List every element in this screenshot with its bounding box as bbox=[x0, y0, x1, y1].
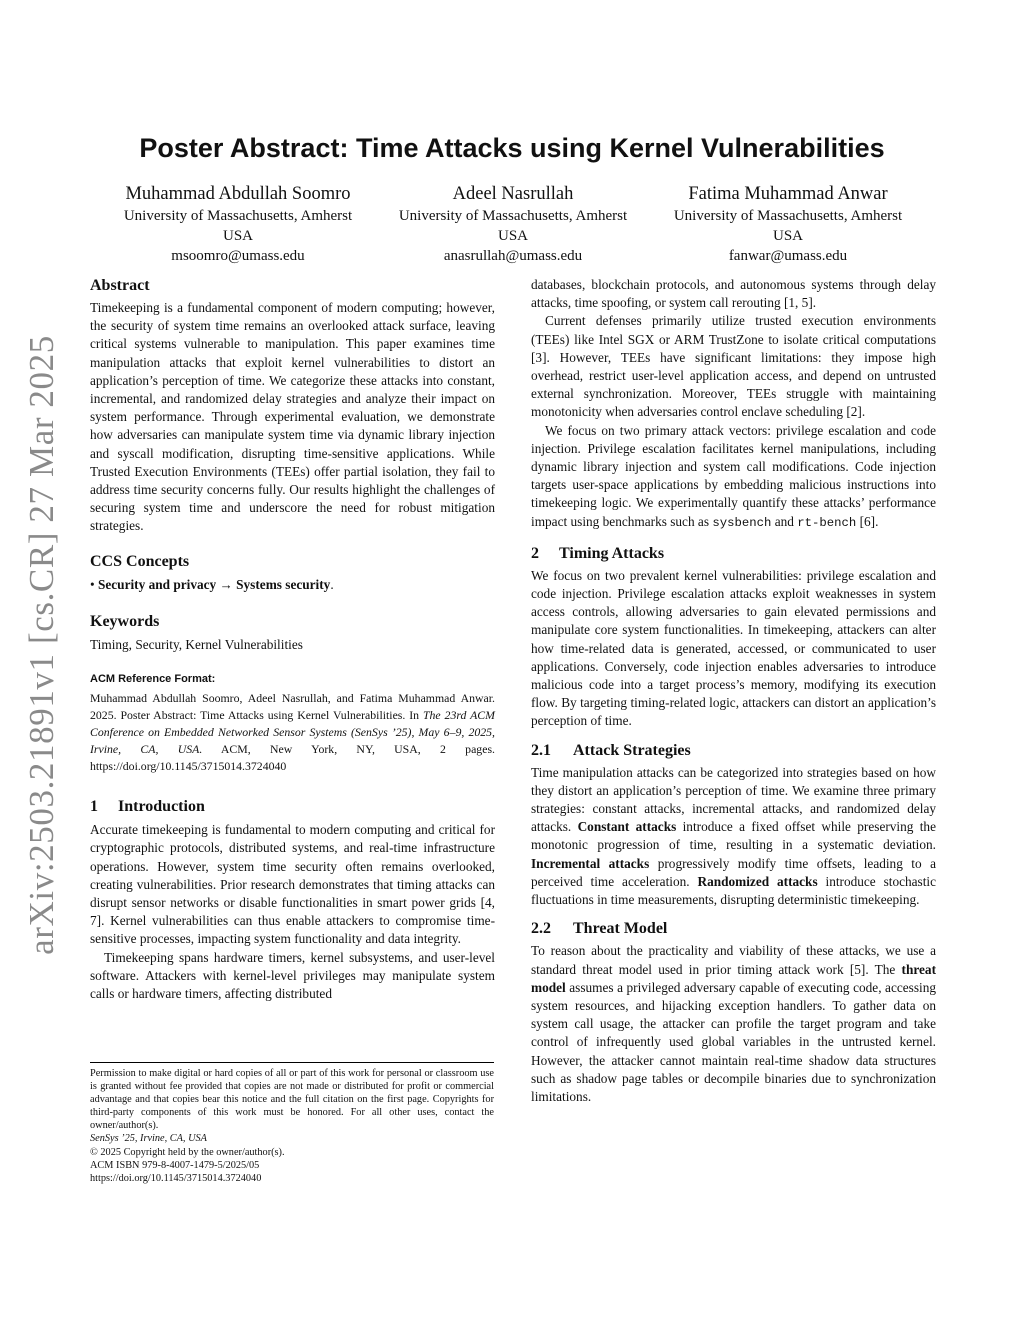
strategies-paragraph bbox=[531, 764, 936, 910]
intro-paragraph-4 bbox=[531, 422, 936, 532]
section-heading-attack-strategies bbox=[531, 741, 936, 761]
permission-footnote bbox=[90, 1062, 494, 1185]
section-number: 2.1 bbox=[531, 741, 551, 759]
keywords-heading: Keywords bbox=[90, 612, 160, 630]
abstract-text: Timekeeping is a fundamental component of modern computing; however, the security of system time remains an overlooked attack surface, leaving critical systems vulnerable to manipulation. This paper examines time manipulation attacks that exploit kernel vulnerabilities to distort an application’s perception of time. We categorize these attacks into constant, incremental, and randomized delay strategies and analyze their impact on system performance. Through experimental evaluation, we demonstrate how adversaries can manipulate system time via dynamic library injection and syscall modification, disrupting time-sensitive applications. While Trusted Execution Environments (TEEs) offer partial isolation, they fail to address time security concerns fully. Our results highlight the challenges of securing system time and underscore the need for robust mitigation strategies. bbox=[90, 300, 495, 534]
timing-paragraph: We focus on two prevalent kernel vulnerabilities: privilege escalation and code injection. Privilege escalation attacks exploit weaknesses in system access controls, allowing adversaries to gain elevated permissions and manipulate core system functionalities. In timekeeping, attackers can alter how time-related data is generated, accessed, or communicated to user applications. Conversely, code injection enables adversaries to introduce malicious code into a target process’s memory, modifying its execution flow. By targeting timing-related logic, attackers can distort an application’s perception of time. bbox=[531, 567, 936, 729]
strategies-text: introduce a fixed offset while preserving the monotonic progression of time, resulting in a systematic deviation. bbox=[531, 819, 936, 853]
section-heading-threat-model bbox=[531, 919, 936, 939]
threat-text: assumes a privileged adversary capable of executing code, accessing system resources, and hijacking exception handlers. To gather data on system call usage, the attacker can profile the target program and take control of infrequently used global variables in the untrusted kernel. However, the attacker cannot maintain real-time shadow data structures such as shadow page tables or decompile binaries due to synchronization limitations. bbox=[531, 979, 936, 1104]
author-affiliation: University of Massachusetts, Amherst bbox=[123, 208, 353, 224]
intro-text: [6]. bbox=[856, 513, 879, 529]
ccs-term: Security and privacy bbox=[97, 576, 217, 592]
author-2 bbox=[373, 182, 653, 266]
intro-paragraph-1: Accurate timekeeping is fundamental to modern computing and critical for cryptographic protocols, distributed systems, and real-time infrastructure operations. However, system time security often remains overlooked, creating vulnerabilities. Prior research demonstrates that timing attacks can disrupt sensor networks or disable functionalities in smart power grids [4, 7]. Kernel vulnerabilities can thus enable attackers to compromise time-sensitive processes, impacting system functionality and data integrity. bbox=[90, 822, 495, 947]
author-name: Adeel Nasrullah bbox=[452, 184, 574, 204]
ccs-heading: CCS Concepts bbox=[90, 552, 190, 570]
section-number: 2.2 bbox=[531, 920, 551, 938]
author-3 bbox=[648, 182, 928, 266]
section-heading-introduction bbox=[90, 797, 495, 817]
code-sysbench: sysbench bbox=[712, 515, 772, 530]
ccs-arrow: → bbox=[219, 576, 233, 592]
keywords-text: Timing, Security, Kernel Vulnerabilities bbox=[90, 636, 303, 652]
acm-reference bbox=[90, 690, 495, 775]
section-title: Attack Strategies bbox=[573, 741, 691, 759]
permission-text: Permission to make digital or hard copies of all or part of this work for personal or classroom use is granted without fee provided that copies are not made or distributed for profit or commercial advantage and that copies bear this notice and the full citation on the first page. Copyrights for third-party components of this work must be honored. For all other uses, contact the owner/author(s). bbox=[90, 1068, 494, 1132]
right-column bbox=[531, 276, 936, 1106]
author-email: fanwar@umass.edu bbox=[728, 248, 848, 264]
section-heading-timing-attacks bbox=[531, 544, 936, 564]
author-email: anasrullah@umass.edu bbox=[443, 248, 583, 264]
author-affiliation: University of Massachusetts, Amherst bbox=[398, 208, 628, 224]
ccs-bullet: • bbox=[90, 576, 95, 592]
author-country: USA bbox=[497, 228, 528, 244]
threat-text: To reason about the practicality and viability of these attacks, we use a standard threat model used in prior timing attack work [5]. The bbox=[531, 943, 936, 977]
strategies-text: Time manipulation attacks can be categorized into strategies based on how they distort an application’s perception of time. We examine three primary strategies: constant attacks, incremental attacks, and randomized delay attacks. bbox=[531, 764, 936, 835]
section-number: 2 bbox=[531, 544, 539, 562]
term-incremental-attacks: Incremental attacks bbox=[531, 855, 650, 871]
acm-reference-venue: The 23rd ACM Conference on Embedded Networked Sensor Systems (SenSys ’25), May 6–9, 2025, Irvine, CA, USA. bbox=[90, 708, 495, 757]
term-constant-attacks: Constant attacks bbox=[577, 819, 677, 835]
section-title: Threat Model bbox=[573, 920, 668, 938]
permission-venue: SenSys ’25, Irvine, CA, USA bbox=[90, 1133, 207, 1145]
author-email: msoomro@umass.edu bbox=[171, 248, 305, 264]
section-title: Introduction bbox=[118, 798, 205, 816]
acm-reference-heading: ACM Reference Format: bbox=[90, 673, 216, 686]
acm-reference-text: ACM, New York, NY, USA, 2 pages. https://doi.org/10.1145/3715014.3724040 bbox=[90, 742, 495, 774]
author-country: USA bbox=[772, 228, 803, 244]
intro-paragraph-2-continued: databases, blockchain protocols, and autonomous systems through delay attacks, time spoofing, or system call rerouting [1, 5]. bbox=[531, 277, 936, 311]
intro-text: We focus on two primary attack vectors: privilege escalation and code injection. Privilege escalation facilitates kernel manipulations, including dynamic library injection and system call modifications. Code injection targets user-space applications by embedding malicious instructions into timekeeping logic. We experimentally quantify these attacks’ performance impact using benchmarks such as bbox=[531, 422, 936, 529]
paper-title: Poster Abstract: Time Attacks using Kernel Vulnerabilities bbox=[139, 133, 885, 163]
author-block bbox=[100, 182, 940, 272]
term-randomized-attacks: Randomized attacks bbox=[697, 873, 818, 889]
section-title: Timing Attacks bbox=[559, 544, 665, 562]
term-threat-model: threat model bbox=[531, 961, 936, 995]
left-column bbox=[90, 276, 495, 1003]
section-number: 1 bbox=[90, 798, 98, 816]
author-affiliation: University of Massachusetts, Amherst bbox=[673, 208, 903, 224]
strategies-text: progressively modify time offsets, leading to a perceived time acceleration. bbox=[531, 855, 936, 889]
intro-paragraph-2: Timekeeping spans hardware timers, kernel subsystems, and user-level software. Attackers with kernel-level privileges may manipulate system calls or hardware timers, affecting distributed bbox=[90, 949, 495, 1002]
ccs-end: . bbox=[330, 576, 334, 592]
ccs-concepts bbox=[90, 576, 495, 594]
permission-copyright: © 2025 Copyright held by the owner/author(s). bbox=[90, 1146, 285, 1158]
arxiv-stamp: arXiv:2503.21891v1 [cs.CR] 27 Mar 2025 bbox=[22, 335, 61, 955]
permission-isbn: ACM ISBN 979-8-4007-1479-5/2025/05 bbox=[90, 1159, 260, 1171]
author-country: USA bbox=[222, 228, 253, 244]
intro-paragraph-3: Current defenses primarily utilize trusted execution environments (TEEs) like Intel SGX or ARM TrustZone to isolate critical computations [3]. However, TEEs have significant limitations: they impose high overhead, restrict user-level application access, and depend on untrusted external synchronization. Moreover, TEEs struggle with maintaining monotonicity when adversaries control enclave scheduling [2]. bbox=[531, 313, 936, 420]
acm-reference-text: Muhammad Abdullah Soomro, Adeel Nasrullah, and Fatima Muhammad Anwar. 2025. Poster Abstract: Time Attacks using Kernel Vulnerabilities. In bbox=[90, 691, 495, 723]
author-name: Fatima Muhammad Anwar bbox=[688, 184, 888, 204]
abstract-heading: Abstract bbox=[90, 277, 150, 294]
code-rt-bench: rt-bench bbox=[797, 515, 857, 530]
permission-doi: https://doi.org/10.1145/3715014.3724040 bbox=[90, 1172, 262, 1184]
intro-text: and bbox=[771, 513, 798, 529]
strategies-text: introduce stochastic fluctuations in time measurements, disrupting deterministic timekeeping. bbox=[531, 873, 937, 908]
author-name: Muhammad Abdullah Soomro bbox=[125, 184, 351, 204]
author-1 bbox=[98, 182, 378, 266]
ccs-term: Systems security bbox=[236, 576, 331, 592]
threat-paragraph bbox=[531, 942, 936, 1106]
